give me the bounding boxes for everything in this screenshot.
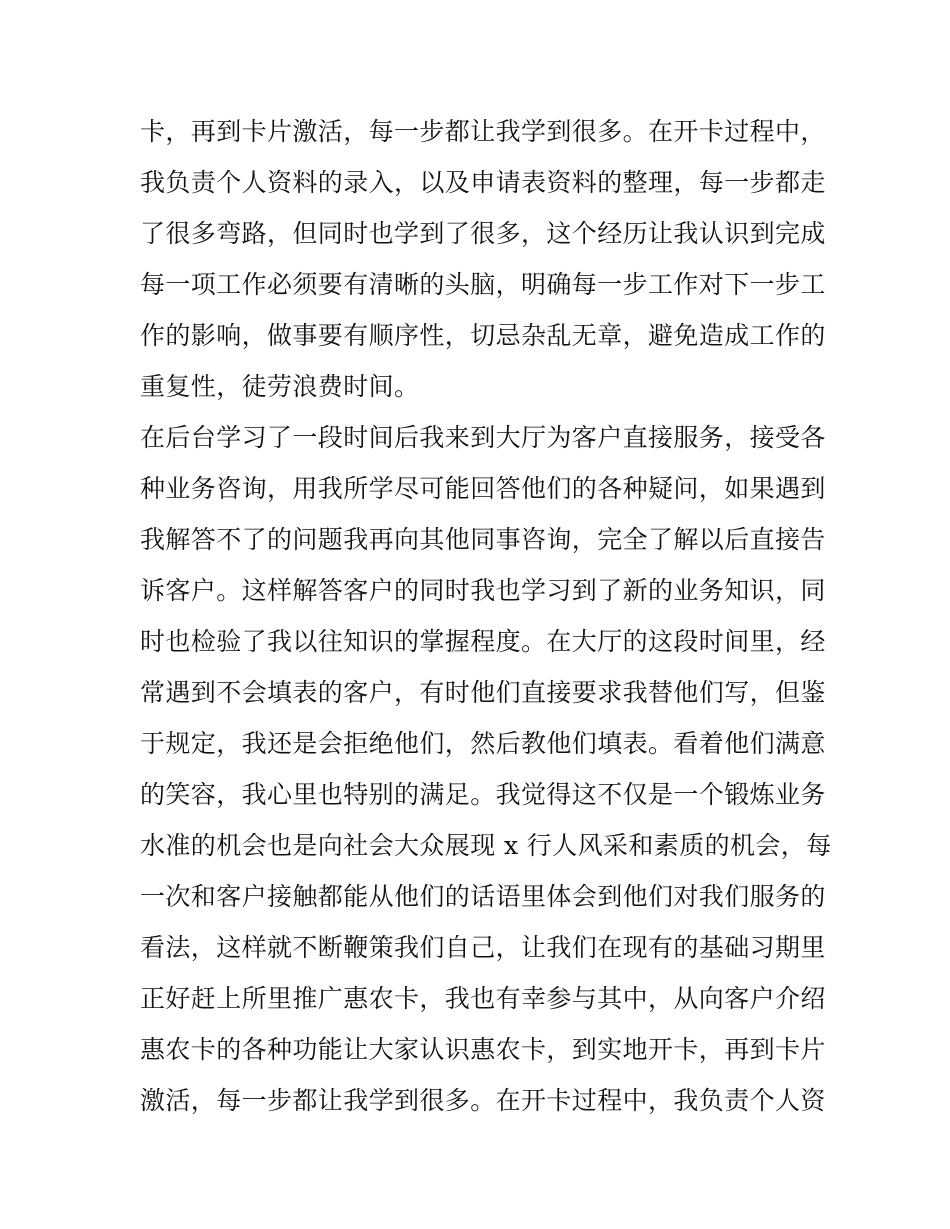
text-line: 我负责个人资料的录入，以及申请表资料的整理，每一步都走	[140, 168, 826, 197]
document-body	[140, 106, 832, 1126]
text-line: 激活，每一步都让我学到很多。在开卡过程中，我负责个人资	[140, 1086, 826, 1115]
text-line: 于规定，我还是会拒绝他们，然后教他们填表。看着他们满意	[140, 729, 826, 758]
text-line: 一次和客户接触都能从他们的话语里体会到他们对我们服务的	[140, 882, 826, 911]
text-line: 种业务咨询，用我所学尽可能回答他们的各种疑问，如果遇到	[140, 474, 826, 503]
text-line: 正好赶上所里推广惠农卡，我也有幸参与其中，从向客户介绍	[140, 984, 826, 1013]
text-line: 卡，再到卡片激活，每一步都让我学到很多。在开卡过程中，	[140, 117, 826, 146]
text-line: 常遇到不会填表的客户，有时他们直接要求我替他们写，但鉴	[140, 678, 826, 707]
text-line: 时也检验了我以往知识的掌握程度。在大厅的这段时间里，经	[140, 627, 826, 656]
text-line: 作的影响，做事要有顺序性，切忌杂乱无章，避免造成工作的	[140, 321, 826, 350]
text-line: 看法，这样就不断鞭策我们自己，让我们在现有的基础习期里	[140, 933, 826, 962]
text-line: 水准的机会也是向社会大众展现 x 行人风采和素质的机会，每	[140, 831, 832, 860]
text-line: 诉客户。这样解答客户的同时我也学习到了新的业务知识，同	[140, 576, 826, 605]
text-line: 在后台学习了一段时间后我来到大厅为客户直接服务，接受各	[140, 423, 826, 452]
text-line: 我解答不了的问题我再向其他同事咨询，完全了解以后直接告	[140, 525, 826, 554]
text-line: 惠农卡的各种功能让大家认识惠农卡，到实地开卡，再到卡片	[140, 1035, 826, 1064]
text-line: 的笑容，我心里也特别的满足。我觉得这不仅是一个锻炼业务	[140, 780, 826, 809]
text-line: 重复性，徒劳浪费时间。	[140, 372, 420, 401]
text-line: 了很多弯路，但同时也学到了很多，这个经历让我认识到完成	[140, 219, 826, 248]
text-line: 每一项工作必须要有清晰的头脑，明确每一步工作对下一步工	[140, 270, 826, 299]
